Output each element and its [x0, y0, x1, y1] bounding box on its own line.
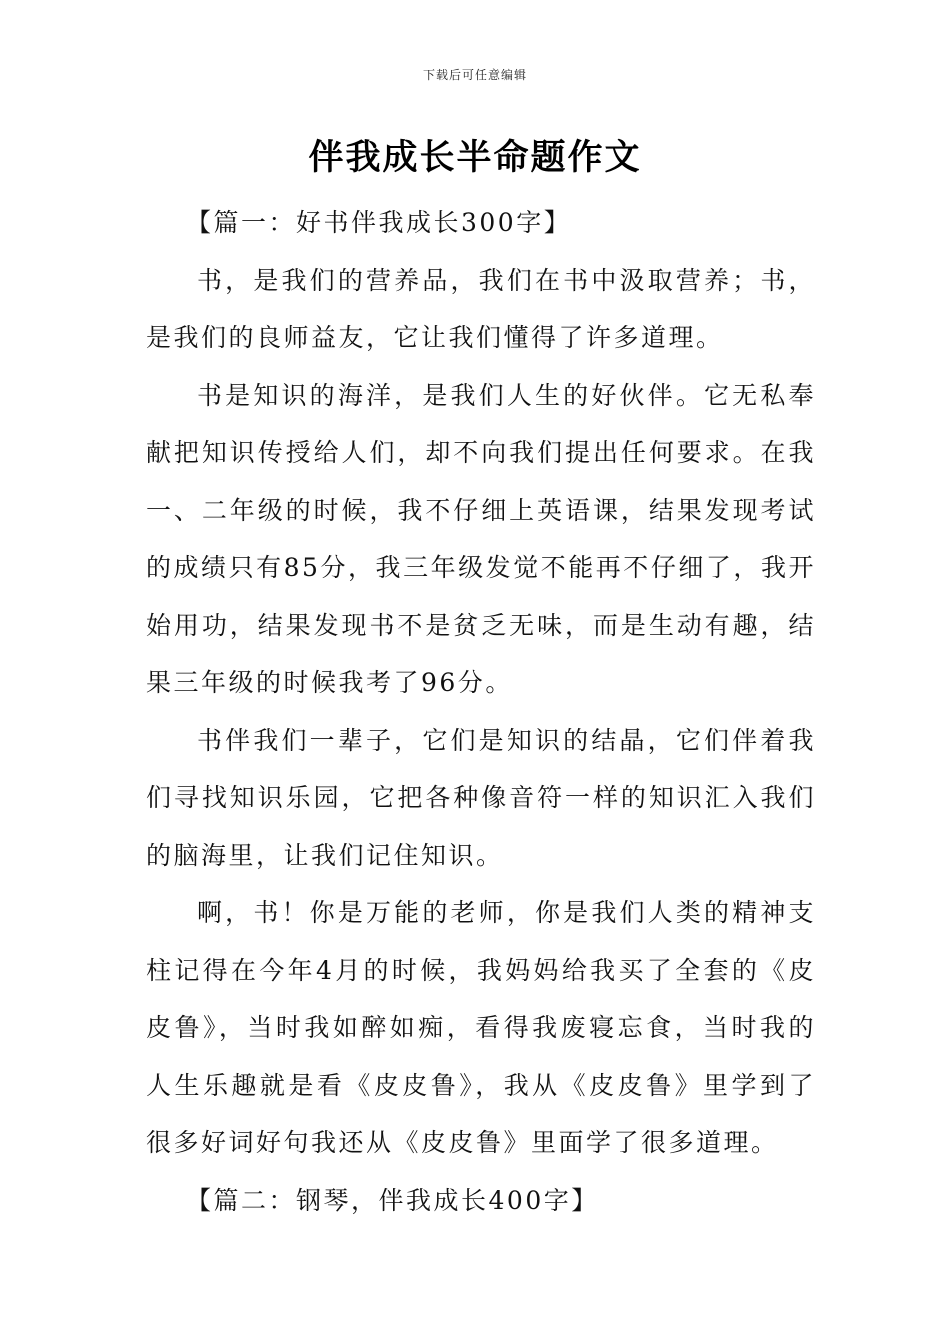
- section-heading-2: 【篇二：钢琴，伴我成长400字】: [186, 1185, 599, 1215]
- section-heading-1: 【篇一：好书伴我成长300字】: [186, 208, 572, 237]
- header-note: 下载后可任意编辑: [422, 68, 527, 82]
- document-body: [146, 194, 816, 1229]
- document-title: 伴我成长半命题作文: [308, 138, 642, 178]
- paragraph-3: 书伴我们一辈子，它们是知识的结晶，它们伴着我们寻找知识乐园，它把各种像音符一样的知识汇入我们的脑海里，让我们记住知识。: [146, 725, 816, 870]
- paragraph-4: 啊，书！你是万能的老师，你是我们人类的精神支柱记得在今年4月的时候，我妈妈给我买了全套的《皮皮鲁》，当时我如醉如痴，看得我废寝忘食，当时我的人生乐趣就是看《皮皮鲁》，我从《皮皮鲁》里学到了很多好词好句我还从《皮皮鲁》里面学了很多道理。: [146, 898, 816, 1157]
- paragraph-2: 书是知识的海洋，是我们人生的好伙伴。它无私奉献把知识传授给人们，却不向我们提出任何要求。在我一、二年级的时候，我不仔细上英语课，结果发现考试的成绩只有85分，我三年级发觉不能再不仔细了，我开始用功，结果发现书不是贫乏无味，而是生动有趣，结果三年级的时候我考了96分。: [146, 380, 816, 697]
- paragraph-1: 书，是我们的营养品，我们在书中汲取营养；书，是我们的良师益友，它让我们懂得了许多道理。: [146, 265, 816, 352]
